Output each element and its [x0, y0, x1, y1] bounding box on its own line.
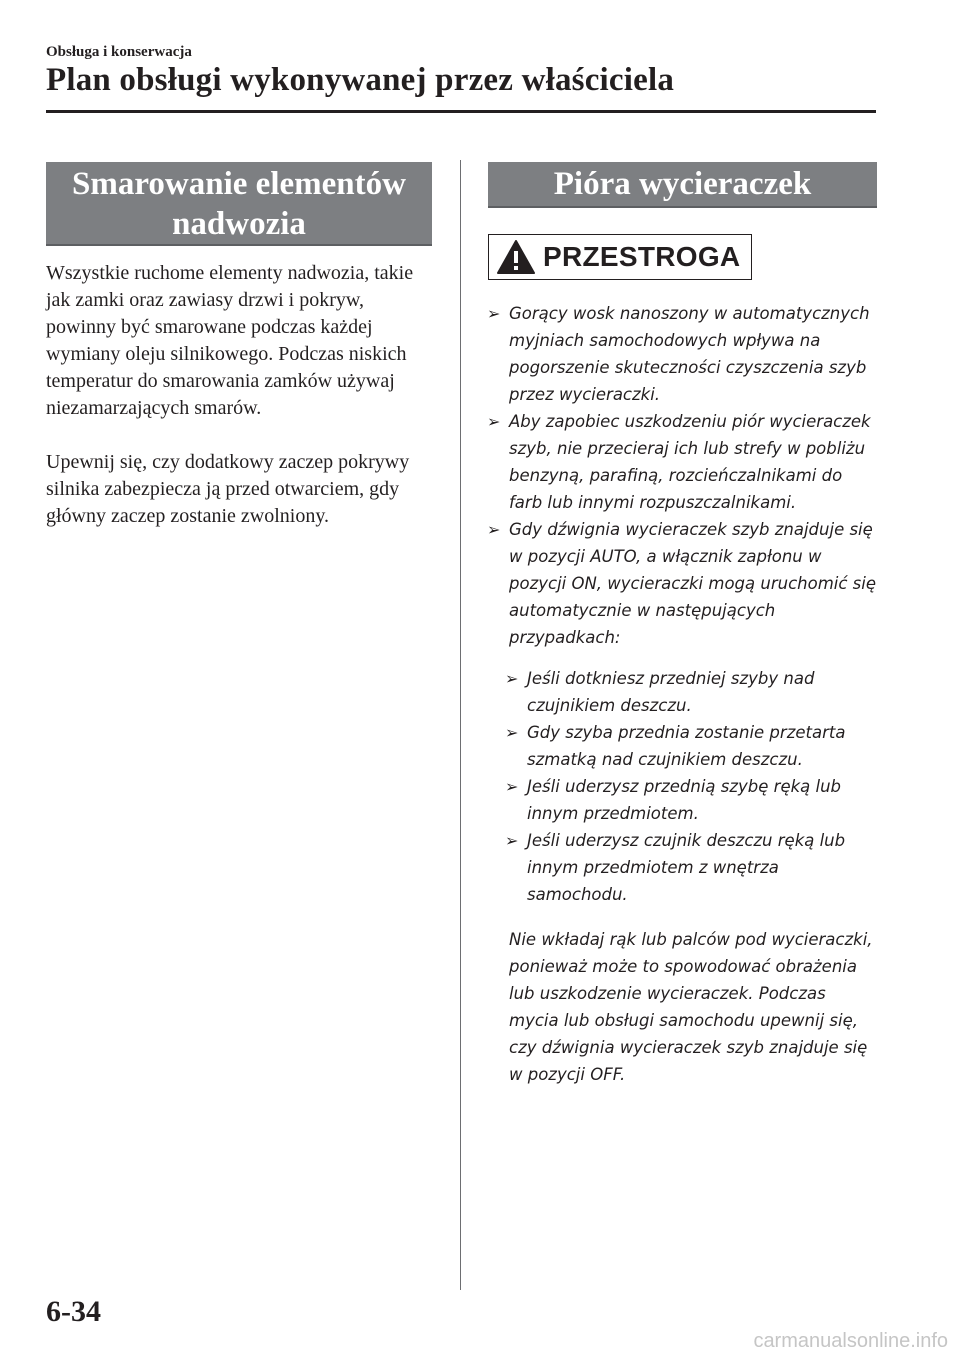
list-item: ➢ Gdy szyba przednia zostanie przetarta szmatką nad czujnikiem deszczu.: [506, 719, 877, 773]
caution-list: [488, 300, 877, 651]
list-item: ➢ Jeśli uderzysz przednią szybę ręką lub innym przedmiotem.: [506, 773, 877, 827]
list-item: ➢ Gorący wosk nanoszony w automatycznych myjniach samochodowych wpływa na pogorszenie skuteczności czyszczenia szyb przez wycieraczki.: [488, 300, 877, 408]
caution-box: [488, 234, 752, 280]
paragraph: Upewnij się, czy dodatkowy zaczep pokrywy silnika zabezpiecza ją przed otwarciem, gdy główny zaczep zostanie zwolniony.: [46, 451, 410, 527]
right-column: [488, 162, 877, 1088]
caution-note: Nie wkładaj rąk lub palców pod wycieraczki, ponieważ może to spowodować obrażenia lub uszkodzenie wycieraczek. Podczas mycia lub obsługi samochodu upewnij się, czy dźwignia wycieraczek szyb znajduje się w pozycji OFF.: [509, 930, 873, 1084]
warning-triangle-icon: [497, 239, 535, 275]
page-number: 6-34: [46, 1295, 101, 1328]
page-title: Plan obsługi wykonywanej przez właściciela: [46, 62, 675, 98]
list-item: ➢ Jeśli dotkniesz przedniej szyby nad czujnikiem deszczu.: [506, 665, 877, 719]
heading-wiper-blades: Pióra wycieraczek: [488, 162, 877, 208]
left-column: [46, 162, 432, 530]
section-label: Obsługa i konserwacja: [46, 44, 192, 60]
title-rule: [46, 110, 876, 113]
list-item: ➢ Gdy dźwignia wycieraczek szyb znajduje się w pozycji AUTO, a włącznik zapłonu w pozycji ON, wycieraczki mogą uruchomić się automatycznie w następujących przypadkach:: [488, 516, 877, 651]
paragraph: Wszystkie ruchome elementy nadwozia, takie jak zamki oraz zawiasy drzwi i pokryw, powinny być smarowane podczas każdej wymiany oleju silnikowego. Podczas niskich temperatur do smarowania zamków używaj niezamarzających smarów.: [46, 262, 414, 419]
heading-body-lubrication: Smarowanie elementów nadwozia: [46, 162, 432, 246]
list-item: ➢ Aby zapobiec uszkodzeniu piór wycieraczek szyb, nie przecieraj ich lub strefy w pobliżu benzyną, parafiną, rozcieńczalnikami do farb lub innymi rozpuszczalnikami.: [488, 408, 877, 516]
watermark: carmanualsonline.info: [753, 1330, 948, 1352]
caution-label: PRZESTROGA: [543, 241, 741, 272]
sub-list: [506, 665, 877, 908]
column-divider: [460, 160, 461, 1290]
list-item: ➢ Jeśli uderzysz czujnik deszczu ręką lub innym przedmiotem z wnętrza samochodu.: [506, 827, 877, 908]
